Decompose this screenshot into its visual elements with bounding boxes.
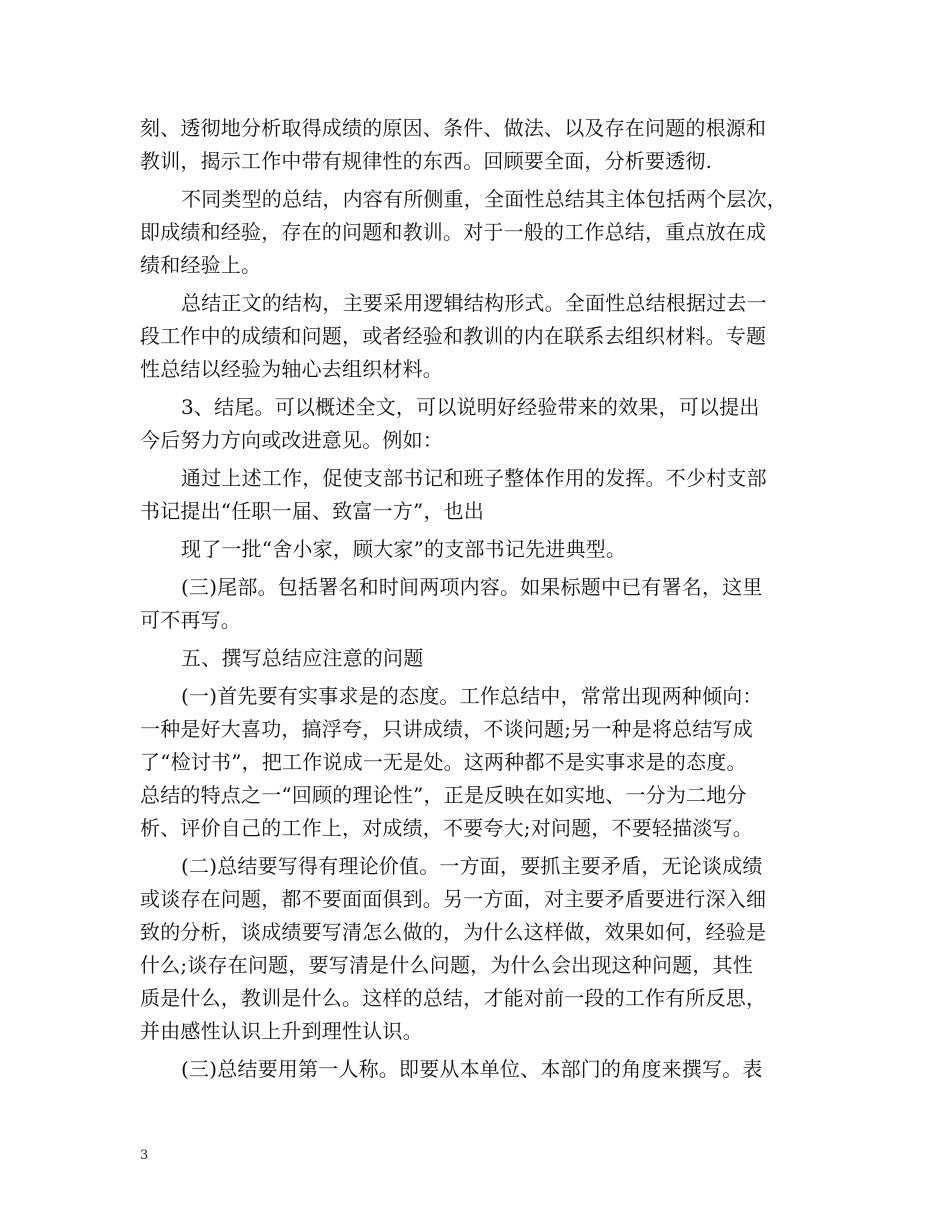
text-line: 致的分析，谈成绩要写清怎么做的，为什么这样做，效果如何，经验是 bbox=[140, 920, 767, 944]
text-line: 一种是好大喜功，搞浮夸，只讲成绩，不谈问题;另一种是将总结写成 bbox=[140, 717, 753, 741]
text-line: 并由感性认识上升到理性认识。 bbox=[140, 1019, 423, 1043]
paragraph-start-line: (三)总结要用第一人称。即要从本单位、本部门的角度来撰写。表 bbox=[181, 1057, 763, 1081]
paragraph-start-line: (一)首先要有实事求是的态度。工作总结中，常常出现两种倾向： bbox=[181, 684, 763, 708]
paragraph-start-line: (二)总结要写得有理论价值。一方面，要抓主要矛盾，无论谈成绩 bbox=[181, 854, 763, 878]
text-line: 刻、透彻地分析取得成绩的原因、条件、做法、以及存在问题的根源和 bbox=[140, 116, 767, 140]
paragraph-start-line: 3、结尾。可以概述全文，可以说明好经验带来的效果，可以提出 bbox=[181, 395, 760, 419]
page-number: 3 bbox=[140, 1148, 149, 1163]
text-line: 段工作中的成绩和问题，或者经验和教训的内在联系去组织材料。专题 bbox=[140, 324, 767, 348]
text-line: 了“检讨书”，把工作说成一无是处。这两种都不是实事求是的态度。 bbox=[140, 750, 747, 774]
section-heading: 五、撰写总结应注意的问题 bbox=[181, 646, 424, 670]
text-line: 质是什么，教训是什么。这样的总结，才能对前一段的工作有所反思， bbox=[140, 986, 767, 1010]
paragraph-start-line: (三)尾部。包括署名和时间两项内容。如果标题中已有署名，这里 bbox=[181, 575, 763, 599]
text-line: 什么;谈存在问题，要写清是什么问题，为什么会出现这种问题，其性 bbox=[140, 953, 753, 977]
text-line: 或谈存在问题，都不要面面俱到。另一方面，对主要矛盾要进行深入细 bbox=[140, 887, 767, 911]
text-line: 即成绩和经验，存在的问题和教训。对于一般的工作总结，重点放在成 bbox=[140, 220, 767, 244]
text-line: 绩和经验上。 bbox=[140, 253, 262, 277]
text-line: 教训，揭示工作中带有规律性的东西。回顾要全面，分析要透彻. bbox=[140, 149, 713, 173]
paragraph-start-line: 总结正文的结构，主要采用逻辑结构形式。全面性总结根据过去一 bbox=[181, 291, 767, 315]
paragraph-start-line: 通过上述工作，促使支部书记和班子整体作用的发挥。不少村支部 bbox=[181, 466, 767, 490]
text-line: 性总结以经验为轴心去组织材料。 bbox=[140, 357, 443, 381]
text-line: 总结的特点之一“回顾的理论性”，正是反映在如实地、一分为二地分 bbox=[140, 783, 747, 807]
text-line: 今后努力方向或改进意见。例如： bbox=[140, 428, 443, 452]
text-line: 书记提出“任职一届、致富一方”，也出 bbox=[140, 499, 485, 523]
text-line: 析、评价自己的工作上，对成绩，不要夸大;对问题，不要轻描淡写。 bbox=[140, 816, 753, 840]
paragraph-start-line: 不同类型的总结，内容有所侧重，全面性总结其主体包括两个层次， bbox=[181, 187, 787, 211]
paragraph-start-line: 现了一批“舍小家，顾大家”的支部书记先进典型。 bbox=[181, 537, 627, 561]
document-body bbox=[140, 112, 820, 1086]
text-line: 可不再写。 bbox=[140, 608, 241, 632]
